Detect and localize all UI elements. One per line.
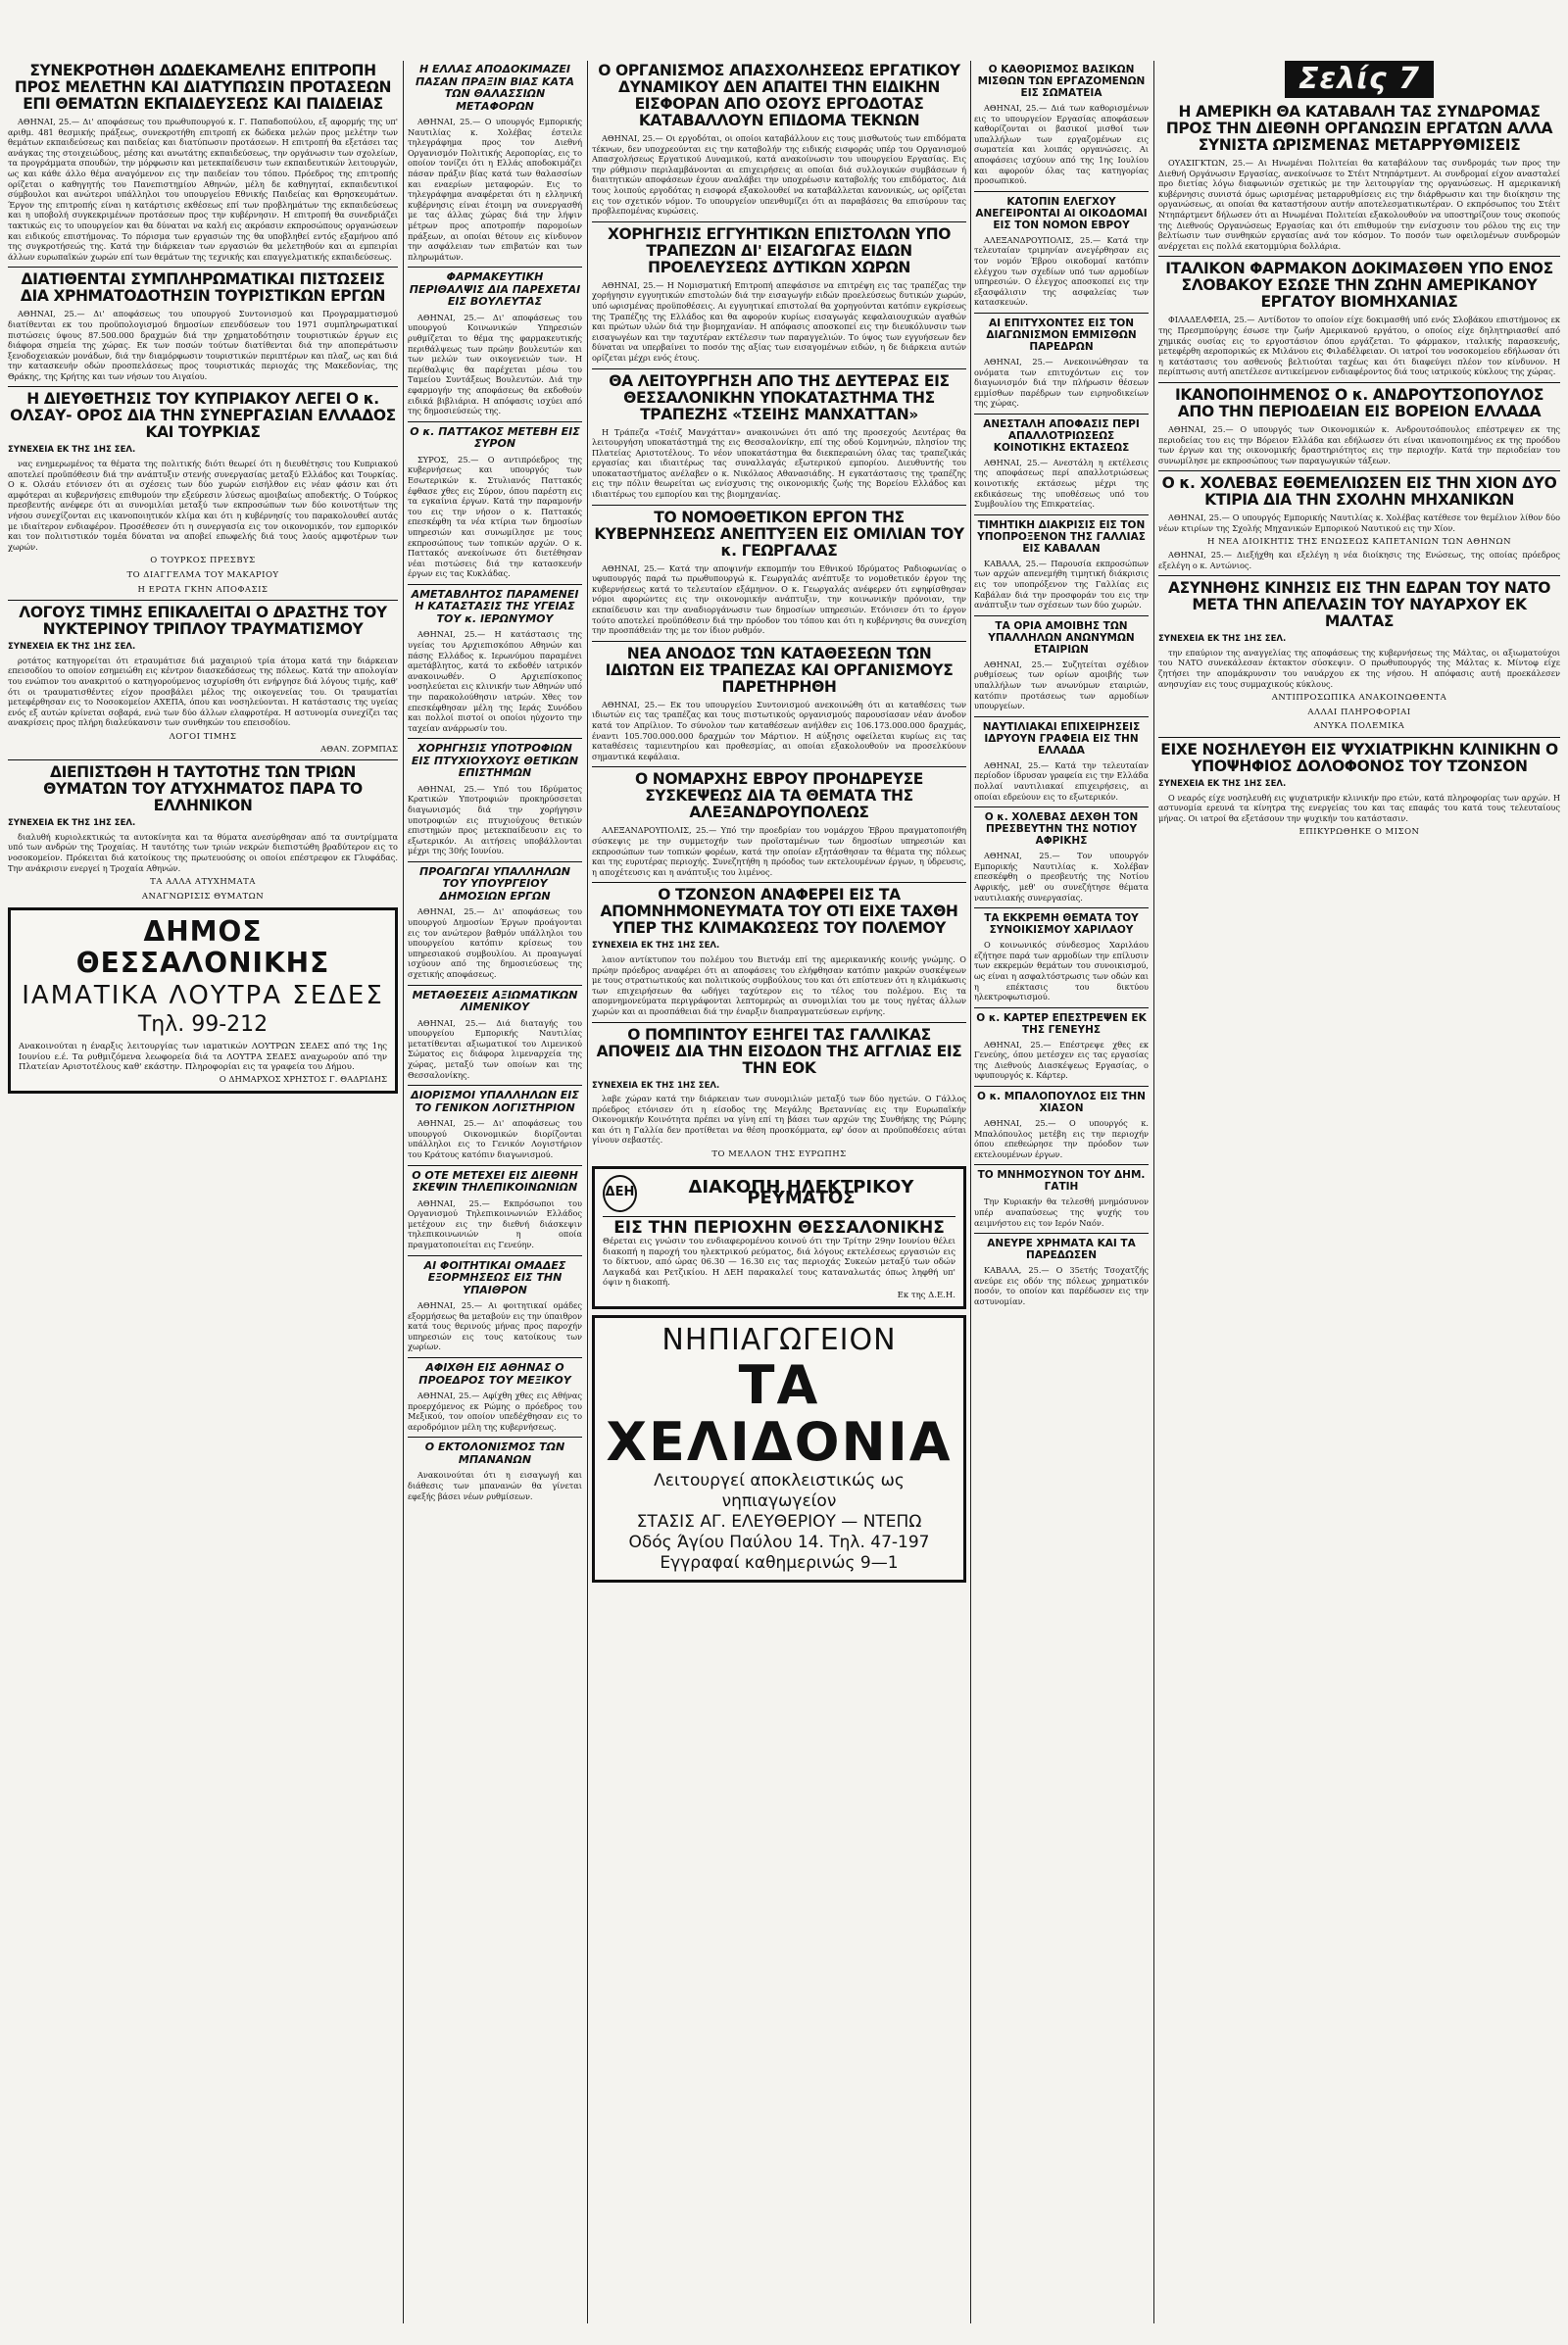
- headline-tourism-credits: ΔΙΑΤΙΘΕΝΤΑΙ ΣΥΜΠΛΗΡΩΜΑΤΙΚΑΙ ΠΙΣΤΩΣΕΙΣ ΔΙΑ ΧΡΗΜΑΤΟΔΟΤΗΣΙΝ ΤΟΥΡΙΣΤΙΚΩΝ ΕΡΓΩΝ: [20, 270, 386, 306]
- headline: Η ΕΛΛΑΣ ΑΠΟΔΟΚΙΜΑΖΕΙ ΠΑΣΑΝ ΠΡΑΞΙΝ ΒΙΑΣ ΚΑΤΑ ΤΩΝ ΘΑΛΑΣΣΙΩΝ ΜΕΤΑΦΟΡΩΝ: [415, 63, 575, 113]
- article-body: ΑΘΗΝΑΙ, 25.— Δι' αποφάσεως του υπουργού Κοινωνικών Υπηρεσιών ρυθμίζεται το θέμα της φαρμακευτικής περιθάλψεως των πρώην βουλευτών και των μελών των οικογενειών των. Η περίθαλψις θα παρέχεται μέσω του Ταμείου Συντάξεως Βουλευτών. Διά την εφαρμογήν της αποφάσεως θα εκδοθούν ειδικά βιβλιάρια. Η απόφασις ισχύει από της δημοσιεύσεώς της.: [408, 312, 582, 416]
- continuation-label: ΣΥΝΕΧΕΙΑ ΕΚ ΤΗΣ 1ΗΣ ΣΕΛ.: [592, 941, 720, 952]
- headline-evros-prefect: Ο ΝΟΜΑΡΧΗΣ ΕΒΡΟΥ ΠΡΟΗΔΡΕΥΣΕ ΣΥΣΚΕΨΕΩΣ ΔΙΑ ΤΑ ΘΕΜΑΤΑ ΤΗΣ ΑΛΕΞΑΝΔΡΟΥΠΟΛΕΩΣ: [635, 770, 923, 822]
- article-body: λαιον αντίκτυπον του πολέμου του Βιετνάμ επί της αμερικανικής κοινής γνώμης. Ο πρώην πρόεδρος αναφέρει ότι αι αποφάσεις του ελήφθησαν κατόπιν μακρών συσκέψεων με τους στρατιωτικούς και πολιτικούς συμβούλους του και ότι επίστευεν ότι η κλιμάκωσις των επιχειρήσεων θα ωδήγει ταχύτερον εις το τέλος του πολέμου. Εις τα απομνημονεύματα περιγράφονται λεπτομερώς αι συνομιλίαι του με τους ηγέτας άλλων χωρών και αι προσπάθειαι διά την έναρξιν διαπραγματεύσεων ειρήνης.: [592, 953, 966, 1016]
- headline: ΜΕΤΑΘΕΣΕΙΣ ΑΞΙΩΜΑΤΙΚΩΝ ΛΙΜΕΝΙΚΟΥ: [412, 988, 578, 1014]
- headline: ΑΙ ΕΠΙΤΥΧΟΝΤΕΣ ΕΙΣ ΤΟΝ ΔΙΑΓΩΝΙΣΜΟΝ ΕΜΜΙΣΘΩΝ ΠΑΡΕΔΡΩΝ: [986, 317, 1137, 353]
- headline-androutsopoulos: ΙΚΑΝΟΠΟΙΗΜΕΝΟΣ Ο κ. ΑΝΔΡΟΥΤΣΟΠΟΥΛΟΣ ΑΠΟ ΤΗΝ ΠΕΡΙΟΔΕΙΑΝ ΕΙΣ ΒΟΡΕΙΟΝ ΕΛΛΑΔΑ: [1174, 385, 1544, 420]
- article-body: ΑΘΗΝΑΙ, 25.— Ο υπουργός Εμπορικής Ναυτιλίας κ. Χολέβας κατέθεσε τον θεμέλιον λίθον δύο νέων κτιρίων της Σχολής Μηχανικών Εμπορικού Ναυτικού εις την Χίον.: [1158, 513, 1560, 533]
- column-3: [592, 61, 966, 2323]
- headline: ΠΡΟΑΓΩΓΑΙ ΥΠΑΛΛΗΛΩΝ ΤΟΥ ΥΠΟΥΡΓΕΙΟΥ ΔΗΜΟΣΙΩΝ ΕΡΓΩΝ: [419, 864, 570, 903]
- subheading: ΑΝΥΚΑ ΠΟΛΕΜΙΚΑ: [1313, 721, 1405, 732]
- headline-education-committee: ΣΥΝΕΚΡΟΤΗΘΗ ΔΩΔΕΚΑΜΕΛΗΣ ΕΠΙΤΡΟΠΗ ΠΡΟΣ ΜΕΛΕΤΗΝ ΚΑΙ ΔΙΑΤΥΠΩΣΙΝ ΠΡΟΤΑΣΕΩΝ ΕΠΙ ΘΕΜΑΤΩΝ ΕΚΠΑΙΔΕΥΣΕΩΣ ΚΑΙ ΠΑΙΔΕΙΑΣ: [14, 62, 392, 113]
- headline: Ο κ. ΧΟΛΕΒΑΣ ΔΕΧΘΗ ΤΟΝ ΠΡΕΣΒΕΥΤΗΝ ΤΗΣ ΝΟΤΙΟΥ ΑΦΡΙΚΗΣ: [984, 811, 1139, 848]
- headline-bank-guarantees: ΧΟΡΗΓΗΣΙΣ ΕΓΓΥΗΤΙΚΩΝ ΕΠΙΣΤΟΛΩΝ ΥΠΟ ΤΡΑΠΕΖΩΝ ΔΙ' ΕΙΣΑΓΩΓΑΣ ΕΙΔΩΝ ΠΡΟΕΛΕΥΣΕΩΣ ΔΥΤΙΚΩΝ ΧΩΡΩΝ: [607, 224, 952, 276]
- ad-body: Ανακοινούται η έναρξις λειτουργίας των ιαματικών ΛΟΥΤΡΩΝ ΣΕΔΕΣ από της 1ης Ιουνίου ε.έ. Τα ρυθμιζόμενα λεωφορεία διά τα ΛΟΥΤΡΑ ΣΕΔΕΣ αναχωρούν από την Πλατείαν Αριστοτέλους καθ' εκάστην. Πληροφορίαι εις τα γραφεία του Δήμου.: [19, 1042, 387, 1073]
- headline: ΤΙΜΗΤΙΚΗ ΔΙΑΚΡΙΣΙΣ ΕΙΣ ΤΟΝ ΥΠΟΠΡΟΞΕΝΟΝ ΤΗΣ ΓΑΛΛΙΑΣ ΕΙΣ ΚΑΒΑΛΑΝ: [977, 518, 1146, 555]
- headline-cyprus: Η ΔΙΕΥΘΕΤΗΣΙΣ ΤΟΥ ΚΥΠΡΙΑΚΟΥ ΛΕΓΕΙ Ο κ. ΟΛΣΑΥ- ΟΡΟΣ ΔΙΑ ΤΗΝ ΣΥΝΕΡΓΑΣΙΑΝ ΕΛΛΑΔΟΣ ΚΑΙ ΤΟΥΡΚΙΑΣ: [10, 390, 396, 442]
- article-body: ΑΘΗΝΑΙ, 25.— Διεξήχθη και εξελέγη η νέα διοίκησις της Ενώσεως, της οποίας πρόεδρος εξελέγη ο κ. Αντώνιος.: [1158, 550, 1560, 570]
- article-body: ροτάτος κατηγορείται ότι ετραυμάτισε διά μαχαιριού τρία άτομα κατά την διάρκειαν επεισοδίου το οποίον εσημειώθη εις κέντρον διασκεδάσεως της πόλεως. Κατά την απολογίαν του ενώπιον του ανακριτού ο κατηγορούμενος ισχυρίσθη ότι ενήργησε διά λόγους τιμής, καθ' ότι οι τραυματισθέντες είχον προσβάλει μέλος της οικογενείας του. Οι τραυματίαι μετεφέρθησαν εις το Νοσοκομείον ΑΧΕΠΑ, όπου και νοσηλεύονται. Η κατάστασις της υγείας ενός εξ αυτών κρίνεται σοβαρά, ενώ των δύο άλλων ελαφροτέρα. Η αστυνομία συνεχίζει τας ανακρίσεις προς πλήρη διαλεύκανσιν των συνθηκών του επεισοδίου.: [8, 655, 398, 728]
- article-body: ΦΙΛΑΔΕΛΦΕΙΑ, 25.— Αντίδοτον το οποίον είχε δοκιμασθή υπό ενός Σλοβάκου επιστήμονος εκ της Πρεσμπούργης έσωσε την ζωήν Αμερικανού εργάτου, ο οποίος είχε δηλητηριασθεί από χημικάς ουσίας εις το εργοστάσιον όπου εργάζεται. Το φάρμακον, ιταλικής παρασκευής, μετεφέρθη αεροπορικώς εκ Μιλάνου εις Φιλαδέλφειαν. Οι ιατροί του νοσοκομείου εδήλωσαν ότι η κατάστασις του ασθενούς βελτιούται ταχέως και ότι διαφεύγει πλέον τον κίνδυνον. Η περίπτωσις αυτή απετέλεσε αντικείμενον ενδιαφέροντος διά τους ιατρικούς κύκλους της χώρας.: [1158, 315, 1560, 377]
- headline: Ο ΚΑΘΟΡΙΣΜΟΣ ΒΑΣΙΚΩΝ ΜΙΣΘΩΝ ΤΩΝ ΕΡΓΑΖΟΜΕΝΩΝ ΕΙΣ ΣΩΜΑΤΕΙΑ: [977, 64, 1146, 99]
- headline: ΧΟΡΗΓΗΣΙΣ ΥΠΟΤΡΟΦΙΩΝ ΕΙΣ ΠΤΥΧΙΟΥΧΟΥΣ ΘΕΤΙΚΩΝ ΕΠΙΣΤΗΜΩΝ: [411, 742, 579, 780]
- article-body: ΑΛΕΞΑΝΔΡΟΥΠΟΛΙΣ, 25.— Κατά την τελευταίαν τριμηνίαν ανεγέρθησαν εις τον νομόν Έβρου οικοδομαί κατόπιν ελέγχου των σχεδίων υπό των αρμοδίων υπηρεσιών. Ο έλεγχος αποσκοπεί εις την εξασφάλισιν της ασφαλείας των κατασκευών.: [974, 234, 1149, 308]
- headline: Ο ΟΤΕ ΜΕΤΕΧΕΙ ΕΙΣ ΔΙΕΘΝΗ ΣΚΕΨΙΝ ΤΗΛΕΠΙΚΟΙΝΩΝΙΩΝ: [412, 1168, 578, 1195]
- continuation-label: ΣΥΝΕΧΕΙΑ ΕΚ ΤΗΣ 1ΗΣ ΣΕΛ.: [1158, 634, 1287, 645]
- headline-italian-drug: ΙΤΑΛΙΚΟΝ ΦΑΡΜΑΚΟΝ ΔΟΚΙΜΑΣΘΕΝ ΥΠΟ ΕΝΟΣ ΣΛΟΒΑΚΟΥ ΕΣΩΣΕ ΤΗΝ ΖΩΗΝ ΑΜΕΡΙΚΑΝΟΥ ΕΡΓΑΤΟΥ ΒΙΟΜΗΧΑΝΙΑΣ: [1165, 260, 1553, 312]
- headline: Ο κ. ΜΠΑΛΟΠΟΥΛΟΣ ΕΙΣ ΤΗΝ ΧΙΑΣΟΝ: [977, 1091, 1146, 1115]
- headline: ΑΦΙΧΘΗ ΕΙΣ ΑΘΗΝΑΣ Ο ΠΡΟΕΔΡΟΣ ΤΟΥ ΜΕΞΙΚΟΥ: [418, 1361, 571, 1387]
- article-body: ΑΘΗΝΑΙ, 25.— Η κατάστασις της υγείας του Αρχιεπισκόπου Αθηνών και πάσης Ελλάδος κ. Ιερωνύμου παραμένει αμετάβλητος, κατά το εκδοθέν ιατρικόν ανακοινωθέν. Ο Αρχιεπίσκοπος νοσηλεύεται εις κλινικήν των Αθηνών υπό την παρακολούθησιν ιατρών. Χθες τον επεσκέφθησαν μέλη της Ιεράς Συνόδου και πολλοί πιστοί οι οποίοι ηύχοντο την ταχείαν ανάρρωσίν του.: [408, 629, 582, 733]
- ad-subtitle: ΙΑΜΑΤΙΚΑ ΛΟΥΤΡΑ ΣΕΔΕΣ: [22, 981, 384, 1011]
- article-body: ΣΥΡΟΣ, 25.— Ο αντιπρόεδρος της κυβερνήσεως και υπουργός των Εσωτερικών κ. Στυλιανός Παττακός έφθασε χθες εις Σύρον, όπου παρέστη εις τα εγκαίνια έργων. Κατά την παραμονήν του εις την νήσον ο κ. Παττακός επεσκέφθη τα νέα κτίρια των δημοσίων υπηρεσιών και συνωμίλησε με τους εκπροσώπους των τοπικών αρχών. Ο κ. Παττακός ανεκοίνωσε ότι διετέθησαν νέαι πιστώσεις διά την κατασκευήν έργων εις τας Κυκλάδας.: [408, 454, 582, 579]
- article-body: ΑΘΗΝΑΙ, 25.— Ο υπουργός Εμπορικής Ναυτιλίας κ. Χολέβας έστειλε τηλεγράφημα προς τον Διεθνή Οργανισμόν Πολιτικής Αεροπορίας, εις το οποίον τονίζει ότι η Ελλάς αποδοκιμάζει πάσαν πράξιν βίας κατά των θαλασσίων και εναερίων μεταφορών. Εις το τηλεγράφημα αναφέρεται ότι η ελληνική κυβέρνησις είναι έτοιμη να συνεργασθή με τας άλλας χώρας διά την λήψιν μέτρων προς αποτροπήν παρομοίων πράξεων, αι οποίαι θέτουν εις κίνδυνον την ασφάλειαν των επιβατών και των πληρωμάτων.: [408, 117, 582, 262]
- continuation-label: ΣΥΝΕΧΕΙΑ ΕΚ ΤΗΣ 1ΗΣ ΣΕΛ.: [1158, 779, 1287, 789]
- headline: ΤΑ ΟΡΙΑ ΑΜΟΙΒΗΣ ΤΩΝ ΥΠΑΛΛΗΛΩΝ ΑΝΩΝΥΜΩΝ ΕΤΑΙΡΙΩΝ: [988, 619, 1135, 656]
- headline: ΤΟ ΜΝΗΜΟΣΥΝΟΝ ΤΟΥ ΔΗΜ. ΓΑΤΙΗ: [977, 1169, 1146, 1194]
- article-body: ΑΘΗΝΑΙ, 25.— Ο υπουργός των Οικονομικών κ. Ανδρουτσόπουλος επέστρεψεν εκ της περιοδείας του εις την Βόρειον Ελλάδα και εδήλωσεν ότι είναι ικανοποιημένος εκ της προόδου των έργων και της οικονομικής δραστηριότητος εις την περιοχήν. Κατά την περιοδείαν του συνωμίλησε με εκπροσώπους των παραγωγικών τάξεων.: [1158, 423, 1560, 465]
- subheading: ΛΟΓΟΙ ΤΙΜΗΣ: [169, 731, 237, 742]
- subheading: ΤΑ ΑΛΛΑ ΑΤΥΧΗΜΑΤΑ: [150, 877, 256, 888]
- page-masthead: [1158, 61, 1560, 102]
- headline-nato-malta: ΑΣΥΝΗΘΗΣ ΚΙΝΗΣΙΣ ΕΙΣ ΤΗΝ ΕΔΡΑΝ ΤΟΥ ΝΑΤΟ ΜΕΤΑ ΤΗΝ ΑΠΕΛΑΣΙΝ ΤΟΥ ΝΑΥΑΡΧΟΥ ΕΚ ΜΑΛΤΑΣ: [1168, 579, 1550, 631]
- headline-accident-victims: ΔΙΕΠΙΣΤΩΘΗ Η ΤΑΥΤΟΤΗΣ ΤΩΝ ΤΡΙΩΝ ΘΥΜΑΤΩΝ ΤΟΥ ΑΤΥΧΗΜΑΤΟΣ ΠΑΡΑ ΤΟ ΕΛΛΗΝΙΚΟΝ: [43, 763, 363, 815]
- headline: ΑΝΕΣΤΑΛΗ ΑΠΟΦΑΣΙΣ ΠΕΡΙ ΑΠΑΛΛΟΤΡΙΩΣΕΩΣ ΚΟΙΝΟΤΙΚΗΣ ΕΚΤΑΣΕΩΣ: [983, 417, 1140, 454]
- headline: ΚΑΤΟΠΙΝ ΕΛΕΓΧΟΥ ΑΝΕΓΕΙΡΟΝΤΑΙ ΑΙ ΟΙΚΟΔΟΜΑΙ ΕΙΣ ΤΟΝ ΝΟΜΟΝ ΕΒΡΟΥ: [975, 195, 1148, 231]
- subheading: Η ΝΕΑ ΔΙΟΙΚΗΤΙΣ ΤΗΣ ΕΝΩΣΕΩΣ ΚΑΠΕΤΑΝΙΩΝ ΤΩΝ ΑΘΗΝΩΝ: [1206, 537, 1512, 548]
- subheading: Ο ΤΟΥΡΚΟΣ ΠΡΕΣΒΥΣ: [150, 556, 256, 566]
- column-5: [1158, 61, 1560, 2323]
- byline: ΑΘΑΝ. ΖΟΡΜΠΑΣ: [320, 744, 398, 755]
- subheading: ΑΝΑΓΝΩΡΙΣΙΣ ΘΥΜΑΤΩΝ: [141, 891, 265, 902]
- headline-us-ilo: Η ΑΜΕΡΙΚΗ ΘΑ ΚΑΤΑΒΑΛΗ ΤΑΣ ΣΥΝΔΡΟΜΑΣ ΠΡΟΣ ΤΗΝ ΔΙΕΘΝΗ ΟΡΓΑΝΩΣΙΝ ΕΡΓΑΤΩΝ ΑΛΛΑ ΣΥΝΙΣΤΑ ΩΡΙΣΜΕΝΑΣ ΜΕΤΑΡΡΥΘΜΙΣΕΙΣ: [1165, 103, 1553, 154]
- headline-johnson-memoirs: Ο ΤΖΟΝΣΟΝ ΑΝΑΦΕΡΕΙ ΕΙΣ ΤΑ ΑΠΟΜΝΗΜΟΝΕΥΜΑΤΑ ΤΟΥ ΟΤΙ ΕΙΧΕ ΤΑΧΘΗ ΥΠΕΡ ΤΗΣ ΚΛΙΜΑΚΩΣΕΩΣ ΤΟΥ ΠΟΛΕΜΟΥ: [600, 886, 958, 938]
- article-body: ΑΘΗΝΑΙ, 25.— Επέστρεψε χθες εκ Γενεύης, όπου μετέσχεν εις τας εργασίας της Διεθνούς Διασκέψεως Εργασίας, ο υφυπουργός κ. Κάρτερ.: [974, 1039, 1149, 1081]
- dei-logo: ΔΕΗ: [603, 1175, 637, 1212]
- headline-pompidou: Ο ΠΟΜΠΙΝΤΟΥ ΕΞΗΓΕΙ ΤΑΣ ΓΑΛΛΙΚΑΣ ΑΠΟΨΕΙΣ ΔΙΑ ΤΗΝ ΕΙΣΟΔΟΝ ΤΗΣ ΑΓΓΛΙΑΣ ΕΙΣ ΤΗΝ ΕΟΚ: [596, 1025, 962, 1077]
- article-body: ΚΑΒΑΛΑ, 25.— Παρουσία εκπροσώπων των αρχών απενεμήθη τιμητική διάκρισις εις τον υποπρόξενον της Γαλλίας εις Καβάλαν διά την προσφοράν του εις την ανάπτυξιν των σχέσεων των δύο χωρών.: [974, 558, 1149, 611]
- headline: Ο κ. ΠΑΤΤΑΚΟΣ ΜΕΤΕΒΗ ΕΙΣ ΣΥΡΟΝ: [410, 424, 580, 451]
- article-body: Ανακοινούται ότι η εισαγωγή και διάθεσις των μπανανών θα γίνεται εφεξής βάσει νέων ρυθμίσεων.: [408, 1470, 582, 1501]
- article-body: ΑΘΗΝΑΙ, 25.— Εκ του υπουργείου Συντονισμού ανεκοινώθη ότι αι καταθέσεις των ιδιωτών εις τας τραπέζας και τους πιστωτικούς οργανισμούς παρουσίασαν νέαν άνοδον κατά τον Απρίλιον. Το σύνολον των καταθέσεων ανήλθεν εις 106.173.000.000 δραχμάς, έναντι 105.700.000.000 δραχμών τον Μάρτιον. Η αύξησις οφείλεται κυρίως εις τας καταθέσεις ταμιευτηρίου και προθεσμίας, αι οποίαι εξακολουθούν να προσελκύουν σημαντικά κεφάλαια.: [592, 699, 966, 761]
- headline-triple-stabbing: ΛΟΓΟΥΣ ΤΙΜΗΣ ΕΠΙΚΑΛΕΙΤΑΙ Ο ΔΡΑΣΤΗΣ ΤΟΥ ΝΥΚΤΕΡΙΝΟΥ ΤΡΙΠΛΟΥ ΤΡΑΥΜΑΤΙΣΜΟΥ: [19, 604, 387, 639]
- headline-deposits: ΝΕΑ ΑΝΟΔΟΣ ΤΩΝ ΚΑΤΑΘΕΣΕΩΝ ΤΩΝ ΙΔΙΩΤΩΝ ΕΙΣ ΤΡΑΠΕΖΑΣ ΚΑΙ ΟΡΓΑΝΙΣΜΟΥΣ ΠΑΡΕΤΗΡΗΘΗ: [605, 644, 954, 696]
- article-body: ΑΘΗΝΑΙ, 25.— Οι εργοδόται, οι οποίοι καταβάλλουν εις τους μισθωτούς των επιδόματα τέκνων, δεν υποχρεούνται εις την καταβολήν της ειδικής εισφοράς υπέρ του Οργανισμού Απασχολήσεως Εργατικού Δυναμικού, κατά ανακοίνωσιν του υπουργείου Εργασίας. Εις την ρύθμισιν περιλαμβάνονται αι επιχειρήσεις αι οποίαι διά συλλογικών συμβάσεων ή διαιτητικών αποφάσεων έχουν αναλάβει την υποχρέωσιν καταβολής του επιδόματος. Διά τους λοιπούς εργοδότας η εισφορά εξακολουθεί να καταβάλλεται κανονικώς, ως ορίζεται εις τον σχετικόν νόμον. Το υπουργείον υπενθυμίζει ότι αι παραβάσεις θα επισύρουν τας προβλεπομένας κυρώσεις.: [592, 133, 966, 217]
- advertisement-nursery: [592, 1315, 966, 1583]
- ad-line: Λειτουργεί αποκλειστικώς ως νηπιαγωγείον: [654, 1471, 905, 1512]
- article-body: ΑΘΗΝΑΙ, 25.— Ανεκοινώθησαν τα ονόματα των επιτυχόντων εις τον διαγωνισμόν διά την πλήρωσιν θέσεων εμμίσθων παρέδρων των ειρηνοδικείων της χώρας.: [974, 356, 1149, 409]
- continuation-label: ΣΥΝΕΧΕΙΑ ΕΚ ΤΗΣ 1ΗΣ ΣΕΛ.: [592, 1080, 720, 1091]
- headline: ΦΑΡΜΑΚΕΥΤΙΚΗ ΠΕΡΙΘΑΛΨΙΣ ΔΙΑ ΠΑΡΕΧΕΤΑΙ ΕΙΣ ΒΟΥΛΕΥΤΑΣ: [409, 270, 581, 309]
- subheading: Η ΕΡΩΤΑ ΓΚΗΝ ΑΠΟΦΑΣΙΣ: [137, 584, 269, 595]
- article-body: ΑΘΗΝΑΙ, 25.— Αι φοιτητικαί ομάδες εξορμήσεως θα μεταβούν εις την ύπαιθρον κατά τους θερινούς μήνας προς παροχήν υπηρεσιών εις τους κατοίκους των χωρίων.: [408, 1300, 582, 1352]
- ad-region: ΕΙΣ ΤΗΝ ΠΕΡΙΟΧΗΝ ΘΕΣΣΑΛΟΝΙΚΗΣ: [613, 1217, 945, 1238]
- article-body: την επαύριον της αναγγελίας της αποφάσεως της κυβερνήσεως της Μάλτας, οι αξιωματούχοι του ΝΑΤΟ συνεκάλεσαν έκτακτον σύσκεψιν. Ο πρωθυπουργός της Μάλτας κ. Μίντοφ είχε ζητήσει την απομάκρυνσιν του ναυάρχου εκ της νήσου. Η απόφασις αυτή προεκάλεσεν ανησυχίαν εις τους συμμαχικούς κύκλους.: [1158, 647, 1560, 689]
- article-body: διαλυθή κυριολεκτικώς τα αυτοκίνητα και τα θύματα ανεσύρθησαν από τα συντρίμματα υπό των ανδρών της Τροχαίας. Η ταυτότης των τριών νεκρών διεπιστώθη βραδύτερον εις το νοσοκομείον. Πρόκειται διά κατοίκους της πρωτευούσης οι οποίοι επέστρεφον εκ Γλυφάδας. Την ανάκρισιν ενεργεί η Τροχαία Αθηνών.: [8, 831, 398, 873]
- article-body: Την Κυριακήν θα τελεσθή μνημόσυνον υπέρ αναπαύσεως της ψυχής του αειμνήστου εις τον Ιερόν Ναόν.: [974, 1197, 1149, 1228]
- article-body: λαβε χώραν κατά την διάρκειαν των συνομιλιών μεταξύ των δύο ηγετών. Ο Γάλλος πρόεδρος ετόνισεν ότι η είσοδος της Μεγάλης Βρεταννίας εις την Ευρωπαϊκήν Οικονομικήν Κοινότητα πρέπει να γίνη επί τη βάσει των αρχών της Συνθήκης της Ρώμης και ότι η Γαλλία δεν προτίθεται να θέση προσκόμματα, εφ' όσον αι προϋποθέσεις αύται γίνουν σεβαστές.: [592, 1094, 966, 1146]
- article-body: ΑΘΗΝΑΙ, 25.— Συζητείται σχέδιον ρυθμίσεως των ορίων αμοιβής των υπαλλήλων των ανωνύμων εταιριών, κατόπιν προτάσεως των αρμοδίων υπουργείων.: [974, 659, 1149, 711]
- headline-holevas-chios: Ο κ. ΧΟΛΕΒΑΣ ΕΘΕΜΕΛΙΩΣΕΝ ΕΙΣ ΤΗΝ ΧΙΟΝ ΔΥΟ ΚΤΙΡΙΑ ΔΙΑ ΤΗΝ ΣΧΟΛΗΝ ΜΗΧΑΝΙΚΩΝ: [1161, 474, 1557, 510]
- ad-line: ΣΤΑΣΙΣ ΑΓ. ΕΛΕΥΘΕΡΙΟΥ — ΝΤΕΠΩ: [636, 1512, 922, 1533]
- article-body: ΑΘΗΝΑΙ, 25.— Κατά την αποψινήν εκπομπήν του Εθνικού Ιδρύματος Ραδιοφωνίας ο υφυπουργός παρά τω πρωθυπουργώ κ. Γεωργαλάς ανέπτυξε το νομοθετικόν έργον της κυβερνήσεως κατά το τελευταίον εξάμηνον. Ο κ. Γεωργαλάς ανέφερεν ότι εψηφίσθησαν νόμοι αφορώντες εις την οικονομικήν ανάπτυξιν, την κοινωνικήν πρόνοιαν, την εκπαίδευσιν και την αναδιοργάνωσιν των δημοσίων υπηρεσιών. Ετόνισεν ότι το έργον τούτο αποτελεί προϋπόθεσιν διά την πρόοδον του τόπου και ότι η κυβέρνησις θα συνεχίση την προσπάθειάν της με τον ίδιον ρυθμόν.: [592, 562, 966, 636]
- article-body: ΑΘΗΝΑΙ, 25.— Εκπρόσωποι του Οργανισμού Τηλεπικοινωνιών Ελλάδος μετέχουν εις την διεθνή διάσκεψιν τηλεπικοινωνιών η οποία πραγματοποιείται εις Γενεύην.: [408, 1197, 582, 1249]
- subheading: ΕΠΙΚΥΡΩΘΗΚΕ Ο ΜΙΣΟΝ: [1298, 827, 1420, 838]
- headline: ΑΝΕΥΡΕ ΧΡΗΜΑΤΑ ΚΑΙ ΤΑ ΠΑΡΕΔΩΣΕΝ: [987, 1238, 1136, 1262]
- article-body: ΑΘΗΝΑΙ, 25.— Ανεστάλη η εκτέλεσις της αποφάσεως περί απαλλοτριώσεως κοινοτικής εκτάσεως μέχρι της εκδικάσεως της υποθέσεως υπό του Συμβουλίου της Επικρατείας.: [974, 457, 1149, 510]
- continuation-label: ΣΥΝΕΧΕΙΑ ΕΚ ΤΗΣ 1ΗΣ ΣΕΛ.: [8, 445, 136, 456]
- headline: ΝΑΥΤΙΛΙΑΚΑΙ ΕΠΙΧΕΙΡΗΣΕΙΣ ΙΔΡΥΟΥΝ ΓΡΑΦΕΙΑ ΕΙΣ ΤΗΝ ΕΛΛΑΔΑ: [982, 720, 1141, 757]
- continuation-label: ΣΥΝΕΧΕΙΑ ΕΚ ΤΗΣ 1ΗΣ ΣΕΛ.: [8, 642, 136, 653]
- article-body: ΑΘΗΝΑΙ, 25.— Ο υπουργός κ. Μπαλόπουλος μετέβη εις την περιοχήν όπου επεθεώρησε την πρόοδον των εκτελουμένων έργων.: [974, 1118, 1149, 1159]
- headline: Ο ΕΚΤΟΛΟΝΙΣΜΟΣ ΤΩΝ ΜΠΑΝΑΝΩΝ: [424, 1441, 565, 1466]
- ad-phone: Τηλ. 99-212: [137, 1012, 269, 1038]
- ad-signature: Ο ΔΗΜΑΡΧΟΣ ΧΡΗΣΤΟΣ Γ. ΘΑΔΡΙΔΗΣ: [219, 1074, 387, 1085]
- headline-labour-organisation: Ο ΟΡΓΑΝΙΣΜΟΣ ΑΠΑΣΧΟΛΗΣΕΩΣ ΕΡΓΑΤΙΚΟΥ ΔΥΝΑΜΙΚΟΥ ΔΕΝ ΑΠΑΙΤΕΙ ΤΗΝ ΕΙΔΙΚΗΝ ΕΙΣΦΟΡΑΝ ΑΠΟ ΟΣΟΥΣ ΕΡΓΟΔΟΤΑΣ ΚΑΤΑΒΑΛΛΟΥΝ ΕΠΙΔΟΜΑ ΤΕΚΝΩΝ: [598, 62, 960, 129]
- headline: ΔΙΟΡΙΣΜΟΙ ΥΠΑΛΛΗΛΩΝ ΕΙΣ ΤΟ ΓΕΝΙΚΟΝ ΛΟΓΙΣΤΗΡΙΟΝ: [411, 1089, 579, 1114]
- article-body: ΚΑΒΑΛΑ, 25.— Ο 35ετής Τσοχατζής ανεύρε εις οδόν της πόλεως χρηματικόν ποσόν, το οποίον και παρέδωσεν εις την αστυνομίαν.: [974, 1265, 1149, 1306]
- subheading: ΑΝΤΙΠΡΟΣΩΠΙΚΑ ΑΝΑΚΟΙΝΩΘΕΝΤΑ: [1271, 693, 1447, 704]
- article-body: ΑΘΗΝΑΙ, 25.— Διά των καθορισμένων εις το υπουργείον Εργασίας αποφάσεων καθορίζονται οι βασικοί μισθοί των υπαλλήλων των εργαζομένων εις σωματεία και λοιπάς οργανώσεις. Αι αποφάσεις ισχύουν από της 1ης Ιουλίου και αφορούν όλας τας κατηγορίας προσωπικού.: [974, 103, 1149, 186]
- subheading: ΤΟ ΔΙΑΓΓΕΛΜΑ ΤΟΥ ΜΑΚΑΡΙΟΥ: [126, 570, 279, 580]
- headline-psychiatric: ΕΙΧΕ ΝΟΣΗΛΕΥΘΗ ΕΙΣ ΨΥΧΙΑΤΡΙΚΗΝ ΚΛΙΝΙΚΗΝ Ο ΥΠΟΨΗΦΙΟΣ ΔΟΛΟΦΟΝΟΣ ΤΟΥ ΤΖΟΝΣΟΝ: [1160, 741, 1558, 775]
- article-body: νας ενημερωμένος τα θέματα της πολιτικής διότι θεωρεί ότι η διευθέτησις του Κυπριακού αποτελεί προϋπόθεσιν διά την ανάπτυξιν στενής συνεργασίας μεταξύ Ελλάδος και Τουρκίας. Ο κ. Ολσάυ ετόνισεν ότι αι σχέσεις των δύο χωρών εισήλθον εις νέαν φάσιν και ότι αμφότεραι αι κυβερνήσεις επιθυμούν την εξεύρεσιν λύσεως αμοιβαίως αποδεκτής. Ο Τούρκος πρεσβευτής ανέφερε ότι αι συνομιλίαι μεταξύ των εκπροσώπων των δύο κοινοτήτων της νήσου συνεχίζονται εις ικανοποιητικόν κλίμα και ότι η κυβέρνησίς του παρακολουθεί αυτάς με ιδιαίτερον ενδιαφέρον. Προσέθεσεν ότι η συνεργασία εις τον οικονομικόν, τον εμπορικόν και τον πολιτιστικόν τομέα δύναται να αποβεί επωφελής διά τους λαούς αμφοτέρων των χωρών.: [8, 459, 398, 552]
- headline: ΑΙ ΦΟΙΤΗΤΙΚΑΙ ΟΜΑΔΕΣ ΕΞΟΡΜΗΣΕΩΣ ΕΙΣ ΤΗΝ ΥΠΑΙΘΡΟΝ: [423, 1258, 566, 1296]
- article-body: Ο νεαρός είχε νοσηλευθή εις ψυχιατρικήν κλινικήν προ ετών, κατά πληροφορίας των αρχών. Η αστυνομία ερευνά τα κίνητρα της ενεργείας του και τας επαφάς του κατά τους τελευταίους μήνας. Οι ιατροί θα εξετάσουν την ψυχικήν του κατάστασιν.: [1158, 792, 1560, 823]
- article-body: ΑΘΗΝΑΙ, 25.— Τον υπουργόν Εμπορικής Ναυτιλίας κ. Χολέβαν επεσκέφθη ο πρεσβευτής της Νοτίου Αφρικής, μεθ' ου συνεζήτησε θέματα ναυτιλιακής συνεργασίας.: [974, 851, 1149, 903]
- article-body: ΑΘΗΝΑΙ, 25.— Δι' αποφάσεως του υπουργού Συντονισμού και Προγραμματισμού διατίθενται εκ του προϋπολογισμού δημοσίων επενδύσεων του 1971 συμπληρωματικαί πιστώσεις ύψους 87.500.000 δραχμών διά την χρηματοδότησιν τουριστικών έργων εις διάφορα σημεία της χώρας. Εκ των ποσών τούτων διατίθενται διά την αποπεράτωσιν ξενοδοχειακών μονάδων, διά την διαμόρφωσιν τουριστικών περιπτέρων και πλαζ, ως και διά την κατασκευήν οδών προσπελάσεως προς τουριστικάς περιοχάς της Μακεδονίας, της Θράκης, της Κρήτης και των νήσων του Αιγαίου.: [8, 309, 398, 381]
- headline: ΑΜΕΤΑΒΛΗΤΟΣ ΠΑΡΑΜΕΝΕΙ Η ΚΑΤΑΣΤΑΣΙΣ ΤΗΣ ΥΓΕΙΑΣ ΤΟΥ κ. ΙΕΡΩΝΥΜΟΥ: [411, 587, 579, 625]
- column-1: [8, 61, 398, 2323]
- ad-line: Εγγραφαί καθημερινώς 9—1: [660, 1553, 899, 1574]
- headline-chase-manhattan: ΘΑ ΛΕΙΤΟΥΡΓΗΣΗ ΑΠΟ ΤΗΣ ΔΕΥΤΕΡΑΣ ΕΙΣ ΘΕΣΣΑΛΟΝΙΚΗΝ ΥΠΟΚΑΤΑΣΤΗΜΑ ΤΗΣ ΤΡΑΠΕΖΗΣ «ΤΣΕΙΗΣ ΜΑΝΧΑΤΤΑΝ»: [609, 371, 950, 423]
- ad-name: ΤΑ ΧΕΛΙΔΟΝΙΑ: [606, 1354, 953, 1474]
- article-body: ΑΘΗΝΑΙ, 25.— Διά διαταγής του υπουργείου Εμπορικής Ναυτιλίας μετατίθενται αξιωματικοί του Λιμενικού Σώματος εις διάφορα λιμεναρχεία της χώρας, μεταξύ των οποίων και της Θεσσαλονίκης.: [408, 1017, 582, 1080]
- article-body: ΑΘΗΝΑΙ, 25.— Η Νομισματική Επιτροπή απεφάσισε να επιτρέψη εις τας τραπέζας την χορήγησιν εγγυητικών επιστολών διά την εισαγωγήν ειδών προελεύσεως δυτικών χωρών, υπό ωρισμένας προϋποθέσεις. Αι εγγυητικαί επιστολαί θα χορηγούνται κατόπιν εγκρίσεως της Τραπέζης της Ελλάδος και θα αφορούν κυρίως εισαγωγάς κεφαλαιουχικών αγαθών και πρώτων υλών διά την βιομηχανίαν. Η απόφασις αποσκοπεί εις την διευκόλυνσιν των εισαγωγέων και την ταχυτέραν εκτέλεσιν των παραγγελιών. Το ύψος των εγγυήσεων δεν δύναται να υπερβαίνει το ποσόν της αξίας των εισαγομένων ειδών, η δε διάρκεια αυτών ορίζεται μέχρι ενός έτους.: [592, 279, 966, 363]
- article-body: Η Τράπεζα «Τσέιζ Μανχάτταν» ανακοινώνει ότι από της προσεχούς Δευτέρας θα λειτουργήση υποκατάστημά της εις Θεσσαλονίκην, επί της οδού Κομνηνών, πλησίον της Πλατείας Αριστοτέλους. Το νέον υποκατάστημα θα διεκπεραιώνη όλας τας τραπεζικάς εργασίας και ιδιαιτέρως τας συναλλαγάς εξωτερικού εμπορίου. Διευθυντής του υποκαταστήματος ανέλαβεν ο κ. Νικόλαος Αθανασιάδης. Η εγκατάστασις της τραπέζης εις την πόλιν θεωρείται ως ενίσχυσις της οικονομικής ζωής της Βορείου Ελλάδος και ιδιαιτέρως του εμπορίου και της βιομηχανίας.: [592, 426, 966, 500]
- column-2: [408, 61, 582, 2323]
- article-body: ΑΘΗΝΑΙ, 25.— Υπό του Ιδρύματος Κρατικών Υποτροφιών προκηρύσσεται διαγωνισμός διά την χορήγησιν υποτροφιών εις πτυχιούχους θετικών επιστημών προς μετεκπαίδευσιν εις το εξωτερικόν. Αι αιτήσεις υποβάλλονται μέχρι της 30ής Ιουνίου.: [408, 783, 582, 856]
- article-body: ΑΘΗΝΑΙ, 25.— Δι' αποφάσεως του υπουργού Δημοσίων Έργων προάγονται εις τον ανώτερον βαθμόν υπάλληλοι του υπουργείου κατόπιν κρίσεως του υπηρεσιακού συμβουλίου. Αι προαγωγαί ισχύουν από της δημοσιεύσεως της σχετικής αποφάσεως.: [408, 906, 582, 980]
- subheading: ΤΟ ΜΕΛΛΟΝ ΤΗΣ ΕΥΡΩΠΗΣ: [711, 1149, 847, 1160]
- page-number-label: Σελίς 7: [1285, 61, 1434, 98]
- column-4: [974, 61, 1149, 2323]
- article-body: ΟΥΑΣΙΓΚΤΩΝ, 25.— Αι Ηνωμέναι Πολιτείαι θα καταβάλουν τας συνδρομάς των προς την Διεθνή Οργάνωσιν Εργασίας, ανεκοίνωσε το Στέιτ Ντηπάρτμεντ. Αι συνδρομαί είχον ανασταλεί προ διετίας λόγω διαφωνιών σχετικώς με την λειτουργίαν της οργανώσεως. Η αμερικανική κυβέρνησις συνιστά όμως ωρισμένας μεταρρυθμίσεις εις την διάρθρωσιν και την διοίκησιν της οργανώσεως, αι οποίαι θα καταστήσουν αυτήν αποτελεσματικωτέραν. Ο εκπρόσωπος του Στέιτ Ντηπάρτμεντ δήλωσεν ότι αι Ηνωμέναι Πολιτείαι εξακολουθούν να υποστηρίζουν τους σκοπούς της Διεθνούς Οργανώσεως Εργασίας και ότι επιθυμούν την ενίσχυσιν του ρόλου της εις την βελτίωσιν των συνθηκών εργασίας ανά τον κόσμον. Το ποσόν των οφειλομένων συνδρομών ανέρχεται εις πολλά εκατομμύρια δολλάρια.: [1158, 158, 1560, 251]
- advertisement-power-cut: [592, 1166, 966, 1310]
- subheading: ΑΛΛΑΙ ΠΛΗΡΟΦΟΡΙΑΙ: [1307, 707, 1411, 717]
- continuation-label: ΣΥΝΕΧΕΙΑ ΕΚ ΤΗΣ 1ΗΣ ΣΕΛ.: [8, 818, 136, 829]
- headline: ΤΑ ΕΚΚΡΕΜΗ ΘΕΜΑΤΑ ΤΟΥ ΣΥΝΟΙΚΙΣΜΟΥ ΧΑΡΙΛΑΟΥ: [984, 912, 1139, 937]
- ad-line: Οδός Άγίου Παύλου 14. Τηλ. 47-197: [628, 1533, 930, 1553]
- ad-body: Θέρεται εις γνώσιν του ενδιαφερομένου κοινού ότι την Τρίτην 29ην Ιουνίου θέλει διακοπή η παροχή του ηλεκτρικού ρεύματος, διά λόγους εκτελέσεως εργασιών εις το δίκτυον, από ώρας 06.30 — 16.30 εις τας περιοχάς Συκεών μεταξύ των οδών Λαγκαδά και Ρετζικίου. Η ΔΕΗ παρακαλεί τους καταναλωτάς όπως ληφθή υπ' όψιν η διακοπή.: [603, 1237, 956, 1289]
- ad-signature: Εκ της Δ.Ε.Η.: [897, 1290, 956, 1300]
- article-body: ΑΘΗΝΑΙ, 25.— Δι' αποφάσεως του υπουργού Οικονομικών διορίζονται υπάλληλοι εις το Γενικόν Λογιστήριον του Κράτους κατόπιν διαγωνισμού.: [408, 1118, 582, 1159]
- article-body: ΑΛΕΞΑΝΔΡΟΥΠΟΛΙΣ, 25.— Υπό την προεδρίαν του νομάρχου Έβρου πραγματοποιήθη σύσκεψις με την συμμετοχήν των προϊσταμένων των δημοσίων υπηρεσιών και εκπροσώπων των τοπικών φορέων, κατά την οποίαν εξητάσθησαν τα θέματα της πόλεως και της ευρυτέρας περιοχής. Συνεζητήθη η πρόοδος των εκτελουμένων έργων, η ύδρευσις, η αποχέτευσις και η ανάπτυξις του λιμένος.: [592, 825, 966, 877]
- ad-title: ΔΗΜΟΣ ΘΕΣΣΑΛΟΝΙΚΗΣ: [75, 915, 330, 980]
- advertisement-sedes-baths: [8, 907, 398, 1094]
- article-body: ΑΘΗΝΑΙ, 25.— Κατά την τελευταίαν περίοδον ίδρυσαν γραφεία εις την Ελλάδα πολλαί ναυτιλιακαί επιχειρήσεις, αι οποίαι εδρεύουν εις το εξωτερικόν.: [974, 759, 1149, 802]
- article-body: ΑΘΗΝΑΙ, 25.— Δι' αποφάσεως του πρωθυπουργού κ. Γ. Παπαδοπούλου, εξ αφορμής της υπ' αριθμ. 481 θεσμικής πράξεως, συνεκροτήθη επιτροπή εκ δώδεκα μελών προς μελέτην των θεμάτων εκπαιδεύσεως και παιδείας και διατύπωσιν προτάσεων. Η επιτροπή θα εξετάσει τας ανάγκας της στοιχειώδους, μέσης και ανωτάτης εκπαιδεύσεως, την οργάνωσιν των σχολείων, τα προγράμματα σπουδών, την μόρφωσιν και μετεκπαίδευσιν των εκπαιδευτικών λειτουργών, ως και κάθε άλλο θέμα αναγόμενον εις την παιδείαν του τόπου. Πρόεδρος της επιτροπής ορίζεται ο καθηγητής του Πανεπιστημίου Αθηνών, μέλη δε καθηγηταί, εκπαιδευτικοί σύμβουλοι και ανώτεροι υπάλληλοι του υπουργείου Εθνικής Παιδείας και Θρησκευμάτων. Έργον της επιτροπής είναι η κατάρτισις εκθέσεως επί των προβλημάτων της εκπαιδεύσεως και η υποβολή συγκεκριμένων προτάσεων προς την κυβέρνησιν. Η επιτροπή θα συνεδριάζει τακτικώς εις το υπουργείον και θα δύναται να καλή εις ακρόασιν εκπροσώπους οργανώσεων και ειδικούς επιστήμονας. Το πόρισμα των εργασιών της θα υποβληθεί εντός εξαμήνου από της συγκροτήσεώς της. Κατά την διάρκειαν των εργασιών θα μελετηθούν και αι εμπειρίαι άλλων ευρωπαϊκών χωρών επί των θεμάτων της τεχνικής και επαγγελματικής εκπαιδεύσεως.: [8, 117, 398, 262]
- ad-title: ΔΙΑΚΟΠΗ ΗΛΕΚΤΡΙΚΟΥ ΡΕΥΜΑΤΟΣ: [688, 1177, 914, 1208]
- ad-title: ΝΗΠΙΑΓΩΓΕΙΟΝ: [662, 1323, 897, 1358]
- headline: Ο κ. ΚΑΡΤΕΡ ΕΠΕΣΤΡΕΨΕΝ ΕΚ ΤΗΣ ΓΕΝΕΥΗΣ: [976, 1011, 1147, 1036]
- article-body: ΑΘΗΝΑΙ, 25.— Αφίχθη χθες εις Αθήνας προερχόμενος εκ Ρώμης ο πρόεδρος του Μεξικού, τον οποίον υπεδέχθησαν εις το αεροδρόμιον μέλη της κυβερνήσεως.: [408, 1391, 582, 1432]
- headline-legislative-work: ΤΟ ΝΟΜΟΘΕΤΙΚΟΝ ΕΡΓΟΝ ΤΗΣ ΚΥΒΕΡΝΗΣΕΩΣ ΑΝΕΠΤΥΞΕΝ ΕΙΣ ΟΜΙΛΙΑΝ ΤΟΥ κ. ΓΕΩΡΓΑΛΑΣ: [594, 508, 964, 560]
- article-body: Ο κοινωνικός σύνδεσμος Χαριλάου εζήτησε παρά των αρμοδίων την επίλυσιν των εκκρεμών θεμάτων του συνοικισμού, ως είναι η ασφαλτόστρωσις των οδών και η επέκτασις του δικτύου ηλεκτροφωτισμού.: [974, 940, 1149, 1002]
